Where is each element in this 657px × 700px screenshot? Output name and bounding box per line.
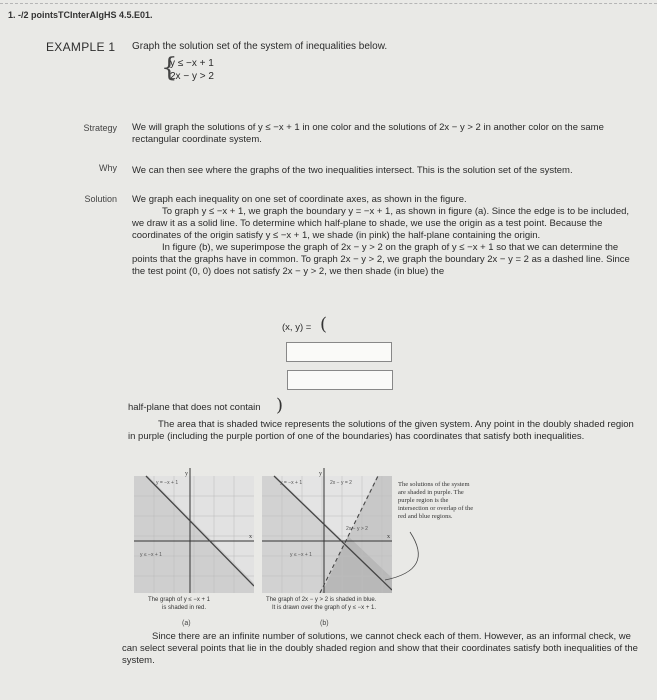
figure-a-label: (a) — [182, 620, 191, 627]
strategy-label: Strategy — [83, 123, 117, 133]
figure-b-ineq-label-1: 2x − y > 2 — [346, 526, 368, 532]
half-plane-text: half-plane that does not contain — [128, 402, 261, 413]
open-paren: ( — [320, 314, 328, 335]
solution-p2: To graph y ≤ −x + 1, we graph the boundary y = −x + 1, as shown in figure (a). Since the edge is to be included, we draw it as a solid line. To determine which half-plane to shade, we use the origin as a test point. Because the coordinates of the origin satisfy y ≤ −x + 1, we shade (in pink) the half-plane containing the origin. — [132, 206, 630, 241]
why-label: Why — [99, 163, 117, 173]
inequality-system — [161, 53, 214, 83]
figure-b-label: (b) — [320, 620, 329, 627]
top-divider — [0, 3, 657, 4]
solution-p4: The area that is shaded twice represents the solutions of the given system. Any point in the doubly shaded region in purple (including the purple portion of one of the boundaries) has coordinates that satisfy both inequalities. — [128, 419, 634, 442]
example-label: EXAMPLE 1 — [46, 40, 116, 54]
figure-a-x-label: x — [249, 534, 252, 540]
figure-a-y-label: y — [185, 471, 188, 477]
figure-b-caption-1: The graph of 2x − y > 2 is shaded in blue. — [266, 597, 377, 603]
note-arrow — [380, 530, 440, 585]
figure-b-x-label: x — [387, 534, 390, 540]
strategy-text: We will graph the solutions of y ≤ −x + 1 in one color and the solutions of 2x − y > 2 in another color on the same rectangular coordinate system. — [132, 122, 604, 145]
figure-b-caption-2: It is drawn over the graph of y ≤ −x + 1. — [272, 605, 377, 611]
example-title: Graph the solution set of the system of inequalities below. — [132, 41, 388, 52]
figure-b-line-label-2: 2x − y = 2 — [330, 480, 352, 486]
figure-note: The solutions of the system are shaded in purple. The purple region is the intersection or overlap of the red and blue regions. — [398, 481, 474, 520]
figure-a-line-label: y = −x + 1 — [156, 480, 179, 486]
brace-symbol: { — [161, 53, 178, 83]
solution-p3: In figure (b), we superimpose the graph of 2x − y > 2 on the graph of y ≤ −x + 1 so that we can determine the points that the graphs have in common. To graph 2x − y > 2, we graph the boundary 2x − y = 2 as a dashed line. Since the test point (0, 0) does not satisfy 2x − y > 2, we then shade (in blue) the — [132, 242, 630, 277]
solution-body — [132, 194, 632, 278]
figure-b-graph — [262, 468, 392, 593]
inequality-2: 2x − y > 2 — [170, 71, 214, 82]
xy-label: (x, y) = — [282, 322, 312, 333]
figure-a-caption-2: is shaded in red. — [162, 605, 207, 611]
figure-b-line-label-1: y = −x + 1 — [280, 480, 303, 486]
why-text: We can then see where the graphs of the two inequalities intersect. This is the solution set of the system. — [132, 165, 573, 176]
answer-x-input[interactable] — [286, 342, 392, 362]
note-arrow-path — [385, 532, 418, 580]
figure-a-ineq-label: y ≤ −x + 1 — [140, 552, 162, 558]
figure-a-caption-1: The graph of y ≤ −x + 1 — [148, 597, 210, 603]
solution-p1: We graph each inequality on one set of coordinate axes, as shown in the figure. — [132, 194, 467, 205]
figure-b-y-label: y — [319, 471, 322, 477]
solution-p5: Since there are an infinite number of solutions, we cannot check each of them. However, as an informal check, we can select several points that lie in the doubly shaded region and show that their coordinates satisfy both inequalities of the system. — [122, 631, 638, 666]
inequality-1: y ≤ −x + 1 — [170, 58, 214, 69]
figure-a-graph — [134, 468, 254, 593]
question-header: 1. -/2 pointsTCInterAlgHS 4.5.E01. — [8, 10, 153, 20]
close-paren: ) — [276, 395, 284, 416]
answer-y-input[interactable] — [287, 370, 393, 390]
figure-b-ineq-label-2: y ≤ −x + 1 — [290, 552, 312, 558]
solution-label: Solution — [84, 194, 117, 204]
